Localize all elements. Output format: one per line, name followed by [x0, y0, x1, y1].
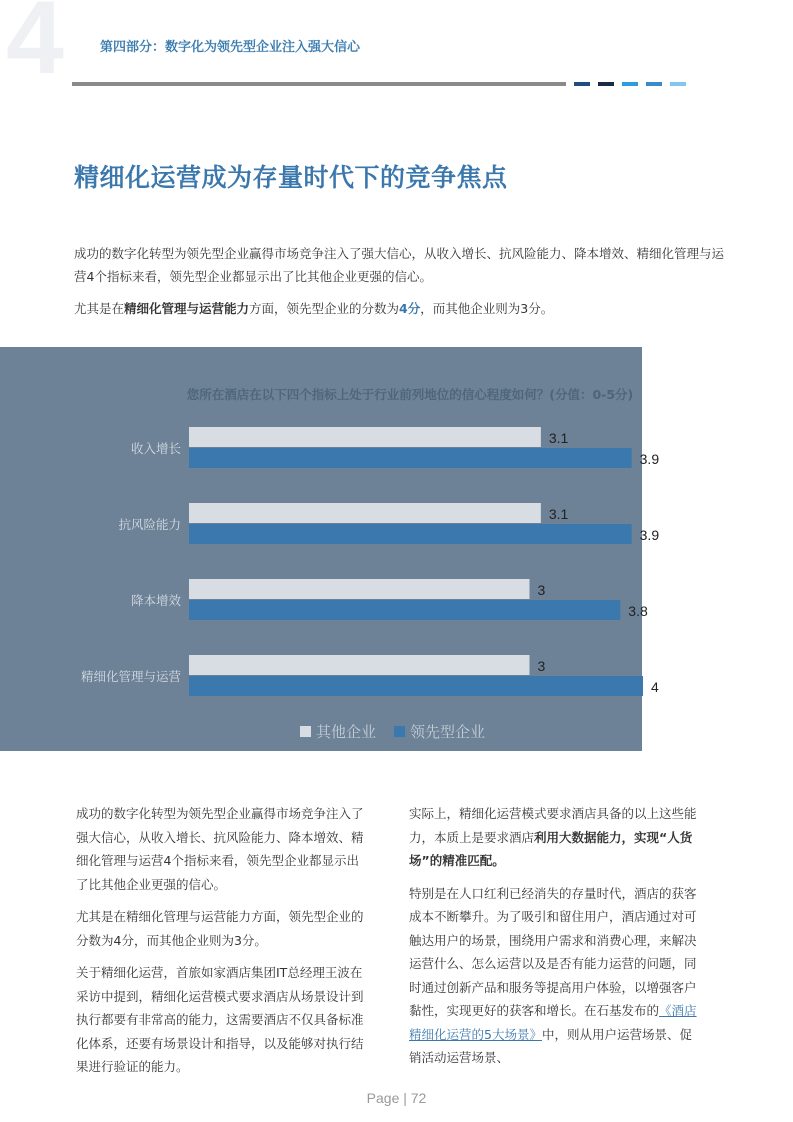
section-number: 4 — [6, 0, 64, 96]
right-paragraph-2 — [409, 882, 701, 1070]
right-text-post: 中，则从用户运营场景、促销活动运营场景、 — [409, 1026, 692, 1065]
right-bold-text: 利用大数据能力，实现“人货场”的精准匹配。 — [409, 829, 693, 868]
chart-legend — [300, 721, 485, 742]
bar-other — [189, 427, 541, 447]
data-label: 3.8 — [628, 603, 648, 619]
header-square — [670, 82, 686, 86]
left-paragraph-1: 成功的数字化转型为领先型企业赢得市场竞争注入了强大信心，从收入增长、抗风险能力、降本增效、精细化管理与运营4个指标来看，领先型企业都显示出了比其他企业更强的信心。 — [76, 806, 364, 892]
report-link[interactable]: 《酒店精细化运营的5大场景》 — [409, 1003, 697, 1042]
intro-paragraph-2 — [74, 297, 724, 320]
data-label: 3.1 — [548, 506, 569, 522]
bar-leading — [189, 524, 632, 544]
left-column — [76, 802, 368, 1088]
legend-label-leading: 领先型企业 — [410, 723, 486, 741]
intro-text — [74, 242, 724, 329]
category-label: 精细化管理与运营 — [80, 669, 181, 684]
data-label: 3.9 — [639, 527, 660, 543]
right-text-pre-2: 特别是在人口红利已经消失的存量时代，酒店的获客成本不断攀升。为了吸引和留住用户，酒店通过对可触达用户的场景，围绕用户需求和消费心理，来解决运营什么、怎么运营以及是否有能力运营的问题，同时通过创新产品和服务等提高用户体验，以增强客户黏性，实现更好的获客和增长。在石基发布的 — [409, 885, 697, 1018]
data-label: 3.1 — [548, 430, 569, 446]
section-title: 第四部分：数字化为领先型企业注入强大信心 — [100, 40, 361, 55]
category-label: 抗风险能力 — [118, 517, 181, 532]
category-label: 降本增效 — [130, 593, 181, 608]
bar-other — [189, 655, 530, 675]
page-footer: Page | 72 — [366, 1090, 427, 1106]
header-rule — [72, 82, 566, 86]
header-square — [598, 82, 614, 86]
legend-item-other — [300, 721, 376, 742]
bar-other — [189, 503, 541, 523]
bar-other — [189, 579, 530, 599]
category-label: 收入增长 — [130, 441, 181, 456]
header-square — [622, 82, 638, 86]
intro-text-post: ，而其他企业则为3分。 — [420, 301, 554, 316]
legend-swatch-leading — [394, 726, 405, 737]
intro-paragraph-1: 成功的数字化转型为领先型企业赢得市场竞争注入了强大信心，从收入增长、抗风险能力、降本增效、精细化管理与运营4个指标来看，领先型企业都显示出了比其他企业更强的信心。 — [74, 246, 725, 284]
data-label: 3 — [537, 582, 546, 598]
left-paragraph-2: 尤其是在精细化管理与运营能力方面，领先型企业的分数为4分，而其他企业则为3分。 — [76, 909, 364, 948]
page-title: 精细化运营成为存量时代下的竞争焦点 — [74, 163, 508, 192]
right-paragraph-1 — [409, 802, 701, 873]
intro-text-mid: 方面，领先型企业的分数为 — [249, 301, 400, 316]
chart-title: 您所在酒店在以下四个指标上处于行业前列地位的信心程度如何？(分值：0-5分) — [186, 387, 634, 402]
data-label: 3 — [537, 658, 546, 674]
bar-chart — [0, 347, 700, 751]
chart-panel — [0, 347, 660, 751]
bar-leading — [189, 600, 620, 620]
intro-bold-text: 精细化管理与运营能力 — [124, 301, 250, 316]
legend-swatch-other — [300, 726, 311, 737]
legend-item-leading — [394, 721, 485, 742]
header-square — [574, 82, 590, 86]
data-label: 4 — [651, 679, 659, 695]
legend-label-other: 其他企业 — [316, 723, 377, 741]
intro-highlight-score: 4分 — [399, 301, 421, 316]
left-paragraph-3: 关于精细化运营，首旅如家酒店集团IT总经理王波在采访中提到，精细化运营模式要求酒店从场景设计到执行都要有非常高的能力，这需要酒店不仅具备标准化体系，还要有场景设计和指导，以及能够对执行结果进行验证的能力。 — [76, 965, 364, 1074]
intro-text-pre: 尤其是在 — [74, 301, 125, 316]
header-square — [646, 82, 662, 86]
header-color-squares — [574, 82, 686, 86]
bar-leading — [189, 448, 632, 468]
bar-leading — [189, 676, 643, 696]
right-column — [409, 802, 701, 1079]
data-label: 3.9 — [639, 451, 660, 467]
right-text-pre: 实际上，精细化运营模式要求酒店具备的以上这些能力，本质上是要求酒店 — [409, 806, 697, 845]
